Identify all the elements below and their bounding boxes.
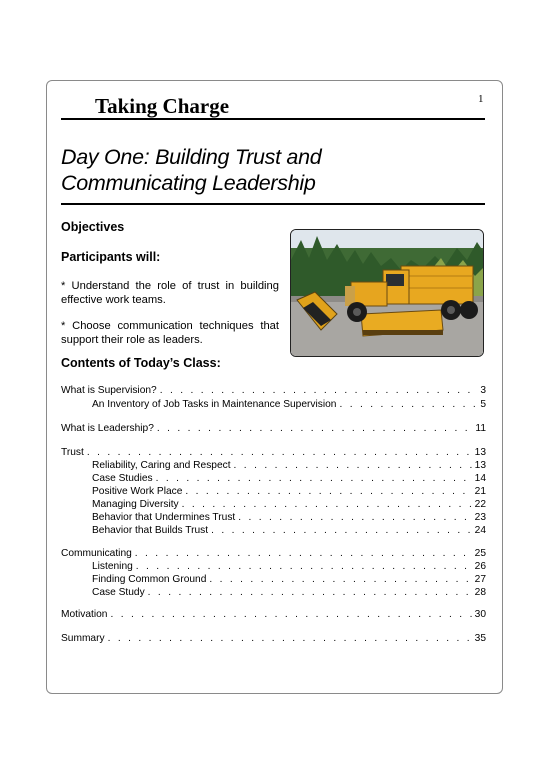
toc-entry-title: Behavior that Undermines Trust xyxy=(92,512,236,523)
toc-entry xyxy=(61,586,486,599)
toc-leader-dots xyxy=(182,499,472,511)
toc-leader-dots xyxy=(238,512,471,524)
toc-leader-dots xyxy=(160,385,478,397)
toc-entry-page: 22 xyxy=(474,499,486,510)
toc-entry-title: What is Leadership? xyxy=(61,423,154,434)
toc-entry-page: 3 xyxy=(480,385,486,396)
toc-entry-title: Trust xyxy=(61,447,84,458)
document-title: Taking Charge xyxy=(95,94,230,118)
day-title xyxy=(61,144,491,196)
toc-entry xyxy=(61,485,486,498)
toc-entry-title: Case Study xyxy=(92,587,145,598)
toc-entry-page: 13 xyxy=(474,447,486,458)
toc-leader-dots xyxy=(110,609,471,621)
toc-entry xyxy=(61,511,486,524)
toc-entry-title: An Inventory of Job Tasks in Maintenance Supervision xyxy=(92,399,337,410)
toc-entry-title: Managing Diversity xyxy=(92,499,179,510)
toc-entry-title: Reliability, Caring and Respect xyxy=(92,460,231,471)
toc-leader-dots xyxy=(157,423,473,435)
toc-entry-page: 26 xyxy=(474,561,486,572)
toc-leader-dots xyxy=(234,460,472,472)
toc-leader-dots xyxy=(108,633,472,645)
header-rule xyxy=(61,118,485,120)
toc-leader-dots xyxy=(339,399,477,411)
toc-entry-page: 28 xyxy=(474,587,486,598)
toc-entry xyxy=(61,573,486,586)
toc-leader-dots xyxy=(211,525,472,537)
toc-entry xyxy=(61,608,486,621)
toc-entry-title: Motivation xyxy=(61,609,108,620)
toc-entry-page: 13 xyxy=(474,460,486,471)
toc-entry-page: 24 xyxy=(474,525,486,536)
toc-entry-page: 25 xyxy=(474,548,486,559)
toc-entry-title: Positive Work Place xyxy=(92,486,183,497)
objective-bullet: * Choose communication techniques that support their role as leaders. xyxy=(61,320,279,346)
toc-entry-page: 5 xyxy=(480,399,486,410)
day-title-line-1: Day One: Building Trust and xyxy=(61,145,322,169)
toc-leader-dots xyxy=(136,561,472,573)
title-rule xyxy=(61,203,485,205)
toc-entry xyxy=(61,384,486,397)
day-title-line-2: Communicating Leadership xyxy=(61,171,316,195)
contents-heading: Contents of Today’s Class: xyxy=(61,356,221,370)
toc-leader-dots xyxy=(209,574,471,586)
toc-entry-page: 23 xyxy=(474,512,486,523)
snowplow-truck-photo xyxy=(290,229,484,357)
toc-entry-page: 30 xyxy=(474,609,486,620)
participants-heading: Participants will: xyxy=(61,250,161,264)
page-number: 1 xyxy=(478,93,484,105)
toc-entry xyxy=(61,547,486,560)
toc-leader-dots xyxy=(148,587,472,599)
toc-entry xyxy=(61,524,486,537)
toc-entry-title: Summary xyxy=(61,633,105,644)
toc-entry-page: 11 xyxy=(475,423,486,434)
toc-entry-title: Finding Common Ground xyxy=(92,574,207,585)
toc-entry-page: 27 xyxy=(474,574,486,585)
toc-entry-title: Case Studies xyxy=(92,473,153,484)
toc-entry xyxy=(61,498,486,511)
objective-bullet: * Understand the role of trust in building effective work teams. xyxy=(61,280,279,306)
toc-entry xyxy=(61,398,486,411)
toc-entry xyxy=(61,422,486,435)
toc-entry xyxy=(61,472,486,485)
toc-entry-title: Listening xyxy=(92,561,133,572)
toc-entry xyxy=(61,560,486,573)
toc-entry xyxy=(61,459,486,472)
toc-leader-dots xyxy=(185,486,471,498)
objectives-heading: Objectives xyxy=(61,220,125,234)
toc-entry-page: 21 xyxy=(474,486,486,497)
toc-leader-dots xyxy=(135,548,472,560)
toc-entry xyxy=(61,446,486,459)
toc-leader-dots xyxy=(156,473,472,485)
toc-entry-page: 35 xyxy=(474,633,486,644)
toc-entry-title: What is Supervision? xyxy=(61,385,157,396)
toc-leader-dots xyxy=(87,447,472,459)
toc-entry xyxy=(61,632,486,645)
toc-entry-page: 14 xyxy=(474,473,486,484)
toc-entry-title: Behavior that Builds Trust xyxy=(92,525,209,536)
toc-entry-title: Communicating xyxy=(61,548,132,559)
